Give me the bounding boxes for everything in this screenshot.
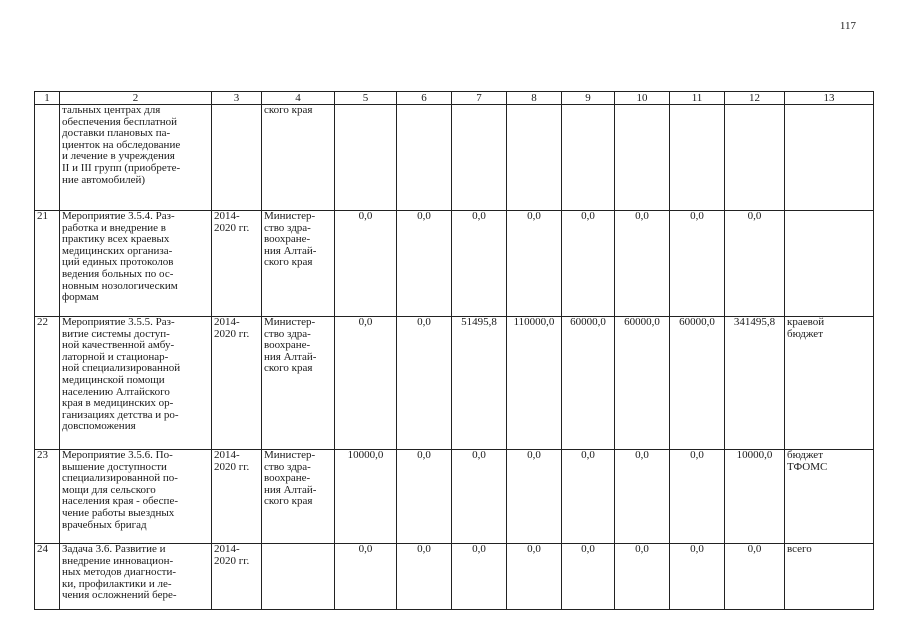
program-table xyxy=(34,91,874,610)
column-header-5: 5 xyxy=(335,92,397,105)
executor-line: воохране- xyxy=(264,233,311,246)
measure-description-line: врачебных бригад xyxy=(62,518,147,531)
funding-source-line: краевой xyxy=(787,316,825,328)
executor-line: ского края xyxy=(264,104,313,116)
measure-description xyxy=(60,544,212,610)
executor-line: ство здра- xyxy=(264,327,311,340)
implementation-period-line: 2020 гг. xyxy=(214,327,250,340)
measure-description-line: циенток на обследование xyxy=(62,138,181,151)
funding-value-col-11: 0,0 xyxy=(670,450,725,544)
measure-description-line: II и III групп (приобрете- xyxy=(62,161,181,174)
implementation-period-line: 2020 гг. xyxy=(214,460,250,473)
column-header-7: 7 xyxy=(452,92,507,105)
measure-description-line: Задача 3.6. Развитие и xyxy=(62,543,166,555)
executor-line: ского края xyxy=(264,256,313,269)
row-number xyxy=(35,105,60,211)
implementation-period-line: 2014- xyxy=(214,210,240,222)
table-row xyxy=(35,211,874,317)
funding-source xyxy=(785,105,874,211)
measure-description-line: ной специализированной xyxy=(62,362,181,375)
funding-source xyxy=(785,544,874,610)
row-number: 22 xyxy=(35,317,60,450)
funding-value-col-8: 0,0 xyxy=(507,450,562,544)
funding-value-col-12: 0,0 xyxy=(725,211,785,317)
measure-description xyxy=(60,105,212,211)
implementation-period-line: 2014- xyxy=(214,543,240,555)
measure-description-line: чения осложнений бере- xyxy=(62,589,177,602)
measure-description-line: ганизациях детства и ро- xyxy=(62,408,179,421)
measure-description-line: населению Алтайского xyxy=(62,385,170,398)
measure-description-line: новным нозологическим xyxy=(62,279,178,292)
column-header-2: 2 xyxy=(60,92,212,105)
funding-value-col-9: 0,0 xyxy=(562,211,615,317)
column-header-10: 10 xyxy=(615,92,670,105)
funding-value-col-9 xyxy=(562,105,615,211)
funding-value-col-5 xyxy=(335,105,397,211)
executor-line: воохране- xyxy=(264,472,311,485)
row-number: 24 xyxy=(35,544,60,610)
funding-source-line: всего xyxy=(787,543,812,555)
measure-description-line: населения края - обеспе- xyxy=(62,495,178,508)
measure-description-line: и лечение в учреждения xyxy=(62,150,175,163)
funding-value-col-8 xyxy=(507,105,562,211)
funding-value-col-9: 0,0 xyxy=(562,544,615,610)
funding-value-col-7 xyxy=(452,105,507,211)
column-header-12: 12 xyxy=(725,92,785,105)
funding-value-col-11: 0,0 xyxy=(670,211,725,317)
measure-description-line: обеспечения бесплатной xyxy=(62,115,178,128)
column-header-13: 13 xyxy=(785,92,874,105)
column-header-6: 6 xyxy=(397,92,452,105)
implementation-period xyxy=(212,544,262,610)
funding-value-col-10: 0,0 xyxy=(615,211,670,317)
measure-description-line: чение работы выездных xyxy=(62,506,175,519)
measure-description-line: медицинской помощи xyxy=(62,373,165,386)
column-header-11: 11 xyxy=(670,92,725,105)
measure-description-line: мощи для сельского xyxy=(62,483,156,496)
funding-value-col-5: 0,0 xyxy=(335,544,397,610)
measure-description-line: Мероприятие 3.5.6. По- xyxy=(62,449,173,461)
funding-value-col-12 xyxy=(725,105,785,211)
funding-source xyxy=(785,450,874,544)
measure-description-line: ций единых протоколов xyxy=(62,256,174,269)
table-header-row xyxy=(35,92,874,105)
funding-value-col-6: 0,0 xyxy=(397,544,452,610)
funding-value-col-12: 0,0 xyxy=(725,544,785,610)
executor-line: ского края xyxy=(264,495,313,508)
implementation-period xyxy=(212,211,262,317)
funding-value-col-12: 10000,0 xyxy=(725,450,785,544)
implementation-period xyxy=(212,105,262,211)
funding-source xyxy=(785,317,874,450)
row-number: 21 xyxy=(35,211,60,317)
funding-value-col-12: 341495,8 xyxy=(725,317,785,450)
funding-value-col-7: 0,0 xyxy=(452,544,507,610)
measure-description-line: края в медицинских ор- xyxy=(62,397,174,410)
funding-value-col-5: 0,0 xyxy=(335,317,397,450)
measure-description-line: медицинских организа- xyxy=(62,244,173,257)
executor-line: ского края xyxy=(264,362,313,375)
funding-value-col-7: 51495,8 xyxy=(452,317,507,450)
measure-description-line: ки, профилактики и ле- xyxy=(62,577,172,590)
measure-description xyxy=(60,211,212,317)
measure-description xyxy=(60,450,212,544)
measure-description-line: ние автомобилей) xyxy=(62,173,146,186)
measure-description-line: практику всех краевых xyxy=(62,233,170,246)
executor-line: ство здра- xyxy=(264,221,311,234)
table-row xyxy=(35,317,874,450)
row-number: 23 xyxy=(35,450,60,544)
funding-value-col-7: 0,0 xyxy=(452,450,507,544)
implementation-period-line: 2020 гг. xyxy=(214,554,250,567)
measure-description-line: работка и внедрение в xyxy=(62,221,166,234)
measure-description-line: ведения больных по ос- xyxy=(62,267,174,280)
implementation-period-line: 2014- xyxy=(214,316,240,328)
executor xyxy=(262,211,335,317)
implementation-period xyxy=(212,450,262,544)
column-header-3: 3 xyxy=(212,92,262,105)
page-number: 117 xyxy=(839,20,856,32)
measure-description-line: специализированной по- xyxy=(62,472,178,485)
table-row xyxy=(35,105,874,211)
table-body xyxy=(35,105,874,610)
funding-value-col-7: 0,0 xyxy=(452,211,507,317)
measure-description xyxy=(60,317,212,450)
table-row xyxy=(35,450,874,544)
executor-line: Министер- xyxy=(264,449,316,461)
executor xyxy=(262,105,335,211)
executor xyxy=(262,450,335,544)
table-row xyxy=(35,544,874,610)
funding-value-col-6: 0,0 xyxy=(397,450,452,544)
measure-description-line: ных методов диагности- xyxy=(62,566,177,579)
funding-source-line: бюджет xyxy=(787,449,823,461)
funding-value-col-5: 10000,0 xyxy=(335,450,397,544)
implementation-period xyxy=(212,317,262,450)
funding-source xyxy=(785,211,874,317)
measure-description-line: довспоможения xyxy=(62,420,136,433)
measure-description-line: доставки плановых па- xyxy=(62,127,171,140)
funding-value-col-8: 0,0 xyxy=(507,544,562,610)
executor-line: ния Алтай- xyxy=(264,350,317,363)
executor-line: воохране- xyxy=(264,339,311,352)
executor-line: ния Алтай- xyxy=(264,483,317,496)
funding-value-col-8: 110000,0 xyxy=(507,317,562,450)
executor xyxy=(262,544,335,610)
column-header-1: 1 xyxy=(35,92,60,105)
funding-value-col-11 xyxy=(670,105,725,211)
measure-description-line: Мероприятие 3.5.4. Раз- xyxy=(62,210,175,222)
measure-description-line: ной качественной амбу- xyxy=(62,339,175,352)
implementation-period-line: 2020 гг. xyxy=(214,221,250,234)
implementation-period-line: 2014- xyxy=(214,449,240,461)
executor-line: ния Алтай- xyxy=(264,244,317,257)
measure-description-line: витие системы доступ- xyxy=(62,327,170,340)
funding-value-col-11: 60000,0 xyxy=(670,317,725,450)
funding-value-col-9: 0,0 xyxy=(562,450,615,544)
funding-source-line: бюджет xyxy=(787,327,823,340)
funding-value-col-9: 60000,0 xyxy=(562,317,615,450)
funding-value-col-6 xyxy=(397,105,452,211)
column-header-4: 4 xyxy=(262,92,335,105)
column-header-9: 9 xyxy=(562,92,615,105)
funding-value-col-6: 0,0 xyxy=(397,317,452,450)
funding-value-col-10: 60000,0 xyxy=(615,317,670,450)
measure-description-line: формам xyxy=(62,291,99,304)
funding-value-col-10: 0,0 xyxy=(615,544,670,610)
executor-line: Министер- xyxy=(264,210,316,222)
funding-value-col-10 xyxy=(615,105,670,211)
funding-value-col-11: 0,0 xyxy=(670,544,725,610)
funding-value-col-6: 0,0 xyxy=(397,211,452,317)
measure-description-line: Мероприятие 3.5.5. Раз- xyxy=(62,316,175,328)
measure-description-line: тальных центрах для xyxy=(62,104,161,116)
measure-description-line: вышение доступности xyxy=(62,460,167,473)
executor xyxy=(262,317,335,450)
executor-line: ство здра- xyxy=(264,460,311,473)
funding-value-col-10: 0,0 xyxy=(615,450,670,544)
measure-description-line: внедрение инновацион- xyxy=(62,554,174,567)
funding-value-col-5: 0,0 xyxy=(335,211,397,317)
funding-source-line: ТФОМС xyxy=(787,460,828,473)
executor-line: Министер- xyxy=(264,316,316,328)
column-header-8: 8 xyxy=(507,92,562,105)
measure-description-line: латорной и стационар- xyxy=(62,350,169,363)
funding-value-col-8: 0,0 xyxy=(507,211,562,317)
